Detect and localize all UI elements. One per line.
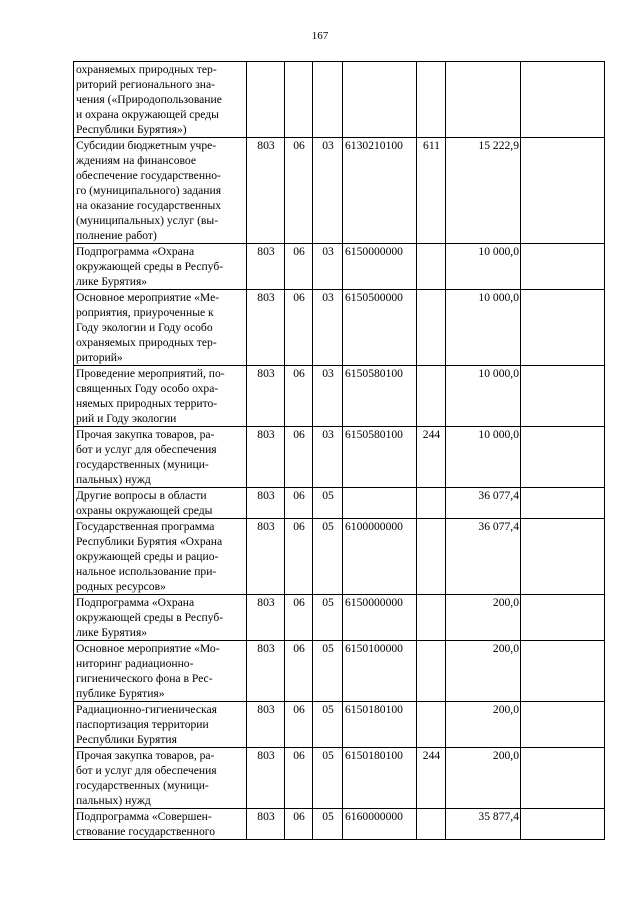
section-code-cell: 06 bbox=[285, 427, 313, 488]
subsection-code-cell: 05 bbox=[313, 488, 343, 519]
expense-name-line: пальных) нужд bbox=[76, 473, 151, 486]
expense-name-line: Республики Бурятия «Охрана bbox=[76, 535, 223, 548]
expense-type-cell bbox=[417, 809, 446, 840]
expense-name-cell bbox=[74, 641, 247, 702]
expense-name-line: го (муниципального) задания bbox=[76, 184, 222, 197]
expense-name-line: публике Бурятия» bbox=[76, 687, 165, 700]
subsection-code-cell: 03 bbox=[313, 290, 343, 366]
target-article-cell: 6150100000 bbox=[343, 641, 417, 702]
table-row bbox=[74, 244, 605, 290]
ministry-code-cell: 803 bbox=[247, 290, 285, 366]
section-code-cell: 06 bbox=[285, 138, 313, 244]
expense-name-cell bbox=[74, 702, 247, 748]
expense-name-line: окружающей среды в Респуб- bbox=[76, 260, 224, 273]
expense-name-line: риторий регионального зна- bbox=[76, 78, 215, 91]
expense-name-line: охраняемых природных тер- bbox=[76, 63, 217, 76]
amount-cell: 10 000,0 bbox=[446, 290, 521, 366]
amount-cell: 200,0 bbox=[446, 641, 521, 702]
expense-type-cell bbox=[417, 702, 446, 748]
subsection-code-cell: 03 bbox=[313, 138, 343, 244]
expense-name-line: ждениям на финансовое bbox=[76, 154, 196, 167]
expense-name-line: паспортизация территории bbox=[76, 718, 209, 731]
expense-type-cell bbox=[417, 244, 446, 290]
expense-name-line: чения («Природопользование bbox=[76, 93, 222, 106]
table-row bbox=[74, 748, 605, 809]
section-code-cell bbox=[285, 62, 313, 138]
target-article-cell bbox=[343, 62, 417, 138]
expense-name-line: рий и Году экологии bbox=[76, 412, 177, 425]
subsection-code-cell: 03 bbox=[313, 427, 343, 488]
section-code-cell: 06 bbox=[285, 702, 313, 748]
expense-type-cell bbox=[417, 595, 446, 641]
expense-name-line: ствование государственного bbox=[76, 825, 216, 838]
empty-cell bbox=[521, 62, 605, 138]
expense-name-cell bbox=[74, 62, 247, 138]
expense-name-line: священных Году особо охра- bbox=[76, 382, 219, 395]
table-row bbox=[74, 427, 605, 488]
amount-cell: 200,0 bbox=[446, 595, 521, 641]
ministry-code-cell: 803 bbox=[247, 427, 285, 488]
amount-cell: 10 000,0 bbox=[446, 427, 521, 488]
empty-cell bbox=[521, 427, 605, 488]
expense-name-cell bbox=[74, 244, 247, 290]
ministry-code-cell: 803 bbox=[247, 748, 285, 809]
ministry-code-cell bbox=[247, 62, 285, 138]
expense-name-line: лике Бурятия» bbox=[76, 626, 148, 639]
empty-cell bbox=[521, 641, 605, 702]
expense-type-cell bbox=[417, 519, 446, 595]
table-row bbox=[74, 702, 605, 748]
expense-name-line: Подпрограмма «Охрана bbox=[76, 245, 195, 258]
empty-cell bbox=[521, 488, 605, 519]
expense-name-cell bbox=[74, 809, 247, 840]
expense-name-line: гигиенического фона в Рес- bbox=[76, 672, 213, 685]
target-article-cell: 6150580100 bbox=[343, 366, 417, 427]
target-article-cell: 6150180100 bbox=[343, 748, 417, 809]
expense-name-line: роприятия, приуроченные к bbox=[76, 306, 214, 319]
expense-name-cell bbox=[74, 595, 247, 641]
target-article-cell: 6150000000 bbox=[343, 595, 417, 641]
table-row bbox=[74, 519, 605, 595]
ministry-code-cell: 803 bbox=[247, 809, 285, 840]
table-row bbox=[74, 488, 605, 519]
amount-cell: 200,0 bbox=[446, 748, 521, 809]
section-code-cell: 06 bbox=[285, 488, 313, 519]
table-row bbox=[74, 62, 605, 138]
target-article-cell: 6150000000 bbox=[343, 244, 417, 290]
expense-name-cell bbox=[74, 138, 247, 244]
expense-name-line: бот и услуг для обеспечения bbox=[76, 443, 217, 456]
expense-name-line: пальных) нужд bbox=[76, 794, 151, 807]
expense-type-cell: 244 bbox=[417, 748, 446, 809]
section-code-cell: 06 bbox=[285, 290, 313, 366]
amount-cell: 15 222,9 bbox=[446, 138, 521, 244]
subsection-code-cell bbox=[313, 62, 343, 138]
expense-name-line: няемых природных террито- bbox=[76, 397, 218, 410]
expense-name-line: Основное мероприятие «Мо- bbox=[76, 642, 220, 655]
expense-name-line: окружающей среды и рацио- bbox=[76, 550, 219, 563]
expense-name-line: родных ресурсов» bbox=[76, 580, 166, 593]
expense-name-cell bbox=[74, 488, 247, 519]
section-code-cell: 06 bbox=[285, 519, 313, 595]
table-row bbox=[74, 641, 605, 702]
expense-type-cell bbox=[417, 290, 446, 366]
expense-name-line: полнение работ) bbox=[76, 229, 157, 242]
expense-name-line: ниторинг радиационно- bbox=[76, 657, 194, 670]
ministry-code-cell: 803 bbox=[247, 702, 285, 748]
ministry-code-cell: 803 bbox=[247, 595, 285, 641]
expense-name-line: Подпрограмма «Охрана bbox=[76, 596, 195, 609]
expense-name-cell bbox=[74, 290, 247, 366]
expense-name-line: охраны окружающей среды bbox=[76, 504, 213, 517]
target-article-cell: 6150500000 bbox=[343, 290, 417, 366]
empty-cell bbox=[521, 702, 605, 748]
empty-cell bbox=[521, 138, 605, 244]
target-article-cell bbox=[343, 488, 417, 519]
empty-cell bbox=[521, 519, 605, 595]
empty-cell bbox=[521, 748, 605, 809]
empty-cell bbox=[521, 595, 605, 641]
subsection-code-cell: 05 bbox=[313, 702, 343, 748]
section-code-cell: 06 bbox=[285, 244, 313, 290]
expense-name-line: обеспечение государственно- bbox=[76, 169, 221, 182]
expense-name-line: риторий» bbox=[76, 351, 123, 364]
table-row bbox=[74, 366, 605, 427]
section-code-cell: 06 bbox=[285, 641, 313, 702]
expense-name-line: Подпрограмма «Совершен- bbox=[76, 810, 212, 823]
ministry-code-cell: 803 bbox=[247, 138, 285, 244]
budget-table-body bbox=[74, 62, 605, 840]
target-article-cell: 6150580100 bbox=[343, 427, 417, 488]
expense-type-cell: 244 bbox=[417, 427, 446, 488]
section-code-cell: 06 bbox=[285, 595, 313, 641]
ministry-code-cell: 803 bbox=[247, 641, 285, 702]
expense-name-line: Республики Бурятия bbox=[76, 733, 177, 746]
expense-type-cell bbox=[417, 641, 446, 702]
amount-cell: 35 877,4 bbox=[446, 809, 521, 840]
subsection-code-cell: 05 bbox=[313, 595, 343, 641]
expense-name-line: Основное мероприятие «Ме- bbox=[76, 291, 220, 304]
section-code-cell: 06 bbox=[285, 809, 313, 840]
expense-name-cell bbox=[74, 366, 247, 427]
target-article-cell: 6130210100 bbox=[343, 138, 417, 244]
expense-name-line: на оказание государственных bbox=[76, 199, 222, 212]
amount-cell: 10 000,0 bbox=[446, 244, 521, 290]
ministry-code-cell: 803 bbox=[247, 519, 285, 595]
expense-type-cell bbox=[417, 366, 446, 427]
expense-name-line: Радиационно-гигиеническая bbox=[76, 703, 217, 716]
table-row bbox=[74, 290, 605, 366]
expense-name-cell bbox=[74, 519, 247, 595]
expense-name-line: Субсидии бюджетным учре- bbox=[76, 139, 217, 152]
empty-cell bbox=[521, 366, 605, 427]
page-number: 167 bbox=[311, 30, 329, 42]
amount-cell bbox=[446, 62, 521, 138]
empty-cell bbox=[521, 809, 605, 840]
table-row bbox=[74, 595, 605, 641]
expense-name-line: Году экологии и Году особо bbox=[76, 321, 213, 334]
expense-name-line: нальное использование при- bbox=[76, 565, 217, 578]
expense-name-line: Государственная программа bbox=[76, 520, 215, 533]
expense-name-line: Прочая закупка товаров, ра- bbox=[76, 428, 215, 441]
table-row bbox=[74, 809, 605, 840]
amount-cell: 200,0 bbox=[446, 702, 521, 748]
section-code-cell: 06 bbox=[285, 366, 313, 427]
expense-name-line: Другие вопросы в области bbox=[76, 489, 207, 502]
expense-name-line: окружающей среды в Респуб- bbox=[76, 611, 224, 624]
expense-name-line: охраняемых природных тер- bbox=[76, 336, 217, 349]
expense-name-line: бот и услуг для обеспечения bbox=[76, 764, 217, 777]
subsection-code-cell: 05 bbox=[313, 519, 343, 595]
empty-cell bbox=[521, 290, 605, 366]
expense-name-line: Прочая закупка товаров, ра- bbox=[76, 749, 215, 762]
expense-name-line: Проведение мероприятий, по- bbox=[76, 367, 225, 380]
subsection-code-cell: 05 bbox=[313, 748, 343, 809]
empty-cell bbox=[521, 244, 605, 290]
budget-table bbox=[73, 61, 605, 840]
table-row bbox=[74, 138, 605, 244]
expense-name-line: Республики Бурятия») bbox=[76, 123, 187, 136]
section-code-cell: 06 bbox=[285, 748, 313, 809]
subsection-code-cell: 05 bbox=[313, 809, 343, 840]
expense-name-line: государственных (муници- bbox=[76, 779, 209, 792]
expense-type-cell: 611 bbox=[417, 138, 446, 244]
expense-name-line: и охрана окружающей среды bbox=[76, 108, 219, 121]
expense-name-line: государственных (муници- bbox=[76, 458, 209, 471]
amount-cell: 36 077,4 bbox=[446, 519, 521, 595]
expense-type-cell bbox=[417, 488, 446, 519]
expense-name-cell bbox=[74, 748, 247, 809]
expense-name-cell bbox=[74, 427, 247, 488]
target-article-cell: 6150180100 bbox=[343, 702, 417, 748]
amount-cell: 10 000,0 bbox=[446, 366, 521, 427]
amount-cell: 36 077,4 bbox=[446, 488, 521, 519]
ministry-code-cell: 803 bbox=[247, 366, 285, 427]
subsection-code-cell: 05 bbox=[313, 641, 343, 702]
expense-name-line: (муниципальных) услуг (вы- bbox=[76, 214, 219, 227]
ministry-code-cell: 803 bbox=[247, 488, 285, 519]
subsection-code-cell: 03 bbox=[313, 366, 343, 427]
expense-type-cell bbox=[417, 62, 446, 138]
target-article-cell: 6160000000 bbox=[343, 809, 417, 840]
expense-name-line: лике Бурятия» bbox=[76, 275, 148, 288]
ministry-code-cell: 803 bbox=[247, 244, 285, 290]
subsection-code-cell: 03 bbox=[313, 244, 343, 290]
target-article-cell: 6100000000 bbox=[343, 519, 417, 595]
